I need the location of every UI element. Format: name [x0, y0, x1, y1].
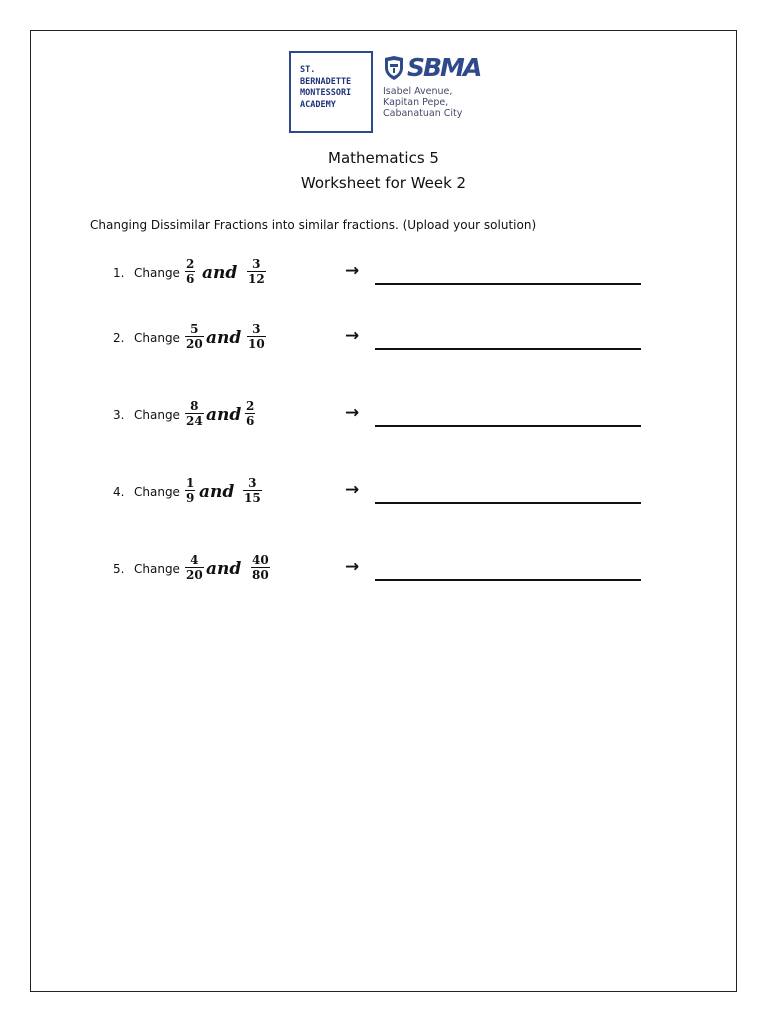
school-logo-box — [289, 51, 373, 133]
fraction-2 — [245, 399, 255, 428]
denominator: 6 — [186, 272, 195, 286]
numerator: 4 — [190, 553, 199, 567]
denominator: 15 — [244, 491, 261, 505]
worksheet-subject-title: Mathematics 5 — [328, 149, 439, 167]
school-address — [383, 86, 493, 119]
problem-label: Change — [134, 331, 180, 345]
fraction-2 — [247, 322, 266, 351]
problem-number: 4. — [113, 485, 125, 499]
sbma-wordmark: SBMA — [407, 53, 481, 82]
denominator: 24 — [186, 414, 203, 428]
address-line: Kapitan Pepe, — [383, 97, 449, 108]
right-arrow-icon: → — [345, 261, 360, 281]
answer-line[interactable] — [375, 425, 641, 427]
denominator: 9 — [186, 491, 195, 505]
denominator: 20 — [186, 337, 203, 351]
logo-line: BERNADETTE — [300, 76, 352, 87]
problem-number: 3. — [113, 408, 125, 422]
and-word: and — [199, 482, 235, 502]
numerator: 3 — [248, 476, 257, 490]
worksheet-week-title: Worksheet for Week 2 — [300, 174, 467, 192]
answer-line[interactable] — [375, 283, 641, 285]
problem-item — [113, 549, 713, 589]
problem-number: 2. — [113, 331, 125, 345]
answer-line[interactable] — [375, 579, 641, 581]
problem-item — [113, 318, 713, 358]
numerator: 2 — [246, 399, 255, 413]
answer-line[interactable] — [375, 348, 641, 350]
problem-label: Change — [134, 562, 180, 576]
and-word: and — [206, 405, 242, 425]
and-word: and — [206, 559, 242, 579]
fraction-1 — [185, 553, 204, 582]
problem-item — [113, 253, 713, 293]
problem-item — [113, 395, 713, 435]
problem-number: 5. — [113, 562, 125, 576]
logo-line: ACADEMY — [300, 99, 336, 110]
problem-label: Change — [134, 266, 180, 280]
denominator: 12 — [248, 272, 265, 286]
numerator: 2 — [186, 257, 195, 271]
denominator: 20 — [186, 568, 203, 582]
numerator: 3 — [252, 257, 261, 271]
answer-line[interactable] — [375, 502, 641, 504]
fraction-1 — [185, 399, 204, 428]
fraction-1 — [185, 257, 195, 286]
problem-item — [113, 472, 713, 512]
problem-label: Change — [134, 408, 180, 422]
address-line: Isabel Avenue, — [383, 86, 453, 97]
fraction-1 — [185, 322, 204, 351]
logo-line: ST. — [300, 65, 316, 75]
problem-label: Change — [134, 485, 180, 499]
fraction-2 — [251, 553, 270, 582]
numerator: 8 — [190, 399, 199, 413]
denominator: 10 — [248, 337, 265, 351]
sbma-brand — [383, 53, 493, 119]
right-arrow-icon: → — [345, 557, 360, 577]
address-line: Cabanatuan City — [383, 108, 463, 119]
denominator: 6 — [246, 414, 255, 428]
numerator: 1 — [186, 476, 195, 490]
logo-line: MONTESSORI — [300, 88, 352, 98]
fraction-2 — [243, 476, 262, 505]
instructions-text: Changing Dissimilar Fractions into similar fractions. (Upload your solution) — [90, 218, 537, 232]
problem-number: 1. — [113, 266, 125, 280]
shield-crest-icon — [383, 55, 405, 81]
and-word: and — [206, 328, 242, 348]
numerator: 5 — [190, 322, 199, 336]
and-word: and — [202, 263, 238, 283]
right-arrow-icon: → — [345, 326, 360, 346]
numerator: 3 — [252, 322, 261, 336]
numerator: 40 — [252, 553, 269, 567]
right-arrow-icon: → — [345, 480, 360, 500]
worksheet-page — [30, 30, 737, 992]
fraction-1 — [185, 476, 195, 505]
right-arrow-icon: → — [345, 403, 360, 423]
fraction-2 — [247, 257, 266, 286]
denominator: 80 — [252, 568, 269, 582]
